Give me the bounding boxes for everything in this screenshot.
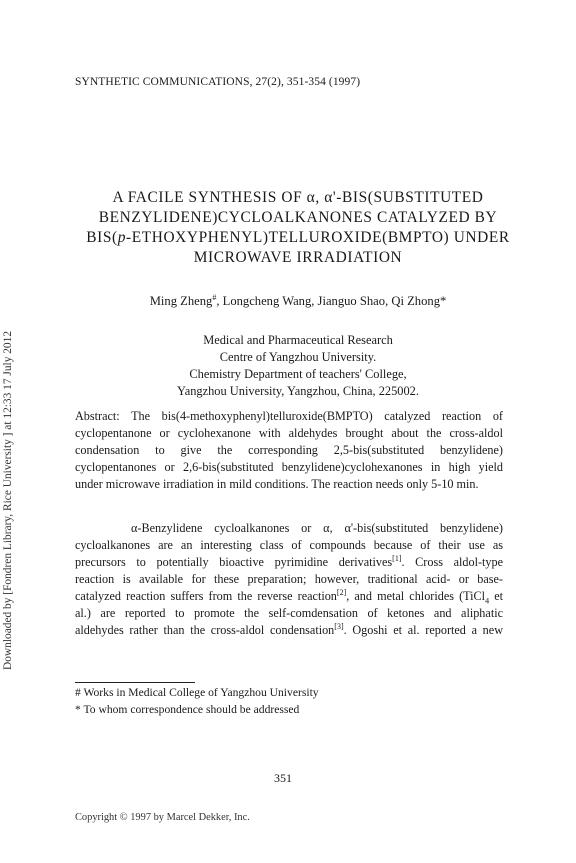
- copyright-notice: Copyright © 1997 by Marcel Dekker, Inc.: [75, 812, 250, 823]
- title-line: BENZYLIDENE)CYCLOALKANONES CATALYZED BY: [98, 209, 498, 226]
- body-line: al.) are reported to promote the self-comdensation of ketones and aliphatic: [75, 606, 503, 620]
- page-number: 351: [274, 771, 292, 785]
- affiliation-line: Chemistry Department of teachers' College,: [189, 367, 407, 381]
- abstract-line: cyclopentanone or cyclohexanone with aldehydes brought about the cross-aldol: [75, 426, 503, 440]
- body-paragraph: [75, 520, 503, 639]
- author-list: Ming Zheng#, Longcheng Wang, Jianguo Shao, Qi Zhong*: [149, 292, 447, 308]
- title-line: BIS(p-ETHOXYPHENYL)TELLUROXIDE(BMPTO) UNDER: [86, 229, 510, 246]
- abstract-line: Abstract: The bis(4-methoxyphenyl)telluroxide(BMPTO) catalyzed reaction of: [75, 409, 503, 423]
- body-line: cycloalkanones are an interesting class of compounds because of their use as: [75, 538, 503, 552]
- abstract-line: cyclopentanones or 2,6-bis(substituted benzylidene)cyclohexanones in high yield: [75, 460, 503, 474]
- abstract-line: under microwave irradiation in mild conditions. The reaction needs only 5-10 min.: [75, 477, 479, 491]
- abstract: [75, 408, 503, 493]
- body-line: precursors to potentially bioactive pyrimidine derivatives[1]. Cross aldol-type: [75, 553, 503, 569]
- affiliation-line: Medical and Pharmaceutical Research: [203, 333, 393, 347]
- footnote: * To whom correspondence should be addressed: [75, 703, 300, 716]
- title-line: MICROWAVE IRRADIATION: [193, 249, 403, 266]
- body-line: reaction is available for these preparation; however, traditional acid- or base-: [75, 572, 503, 586]
- article-title: [60, 188, 536, 268]
- body-line: aldehydes rather than the cross-aldol condensation[3]. Ogoshi et al. reported a new: [75, 621, 503, 637]
- journal-header: SYNTHETIC COMMUNICATIONS, 27(2), 351-354 (1997): [75, 76, 361, 88]
- body-line: catalyzed reaction suffers from the reverse reaction[2], and metal chlorides (TiCl$_4$ et: [75, 587, 503, 606]
- affiliation-line: Yangzhou University, Yangzhou, China, 225002.: [177, 384, 419, 398]
- download-sidebar-note: Downloaded by [Fondren Library, Rice University ] at 12:33 17 July 2012: [2, 330, 14, 670]
- affiliation: [60, 332, 536, 400]
- affiliation-line: Centre of Yangzhou University.: [219, 350, 377, 364]
- footnote-divider: [75, 682, 195, 683]
- title-line: A FACILE SYNTHESIS OF α, α'-BIS(SUBSTITUTED: [112, 189, 484, 206]
- abstract-line: condensation to give the corresponding 2,5-bis(substituted benzylidene): [75, 443, 503, 457]
- footnote: # Works in Medical College of Yangzhou University: [75, 686, 319, 699]
- body-line: α-Benzylidene cycloalkanones or α, α'-bis(substituted benzylidene): [131, 521, 503, 535]
